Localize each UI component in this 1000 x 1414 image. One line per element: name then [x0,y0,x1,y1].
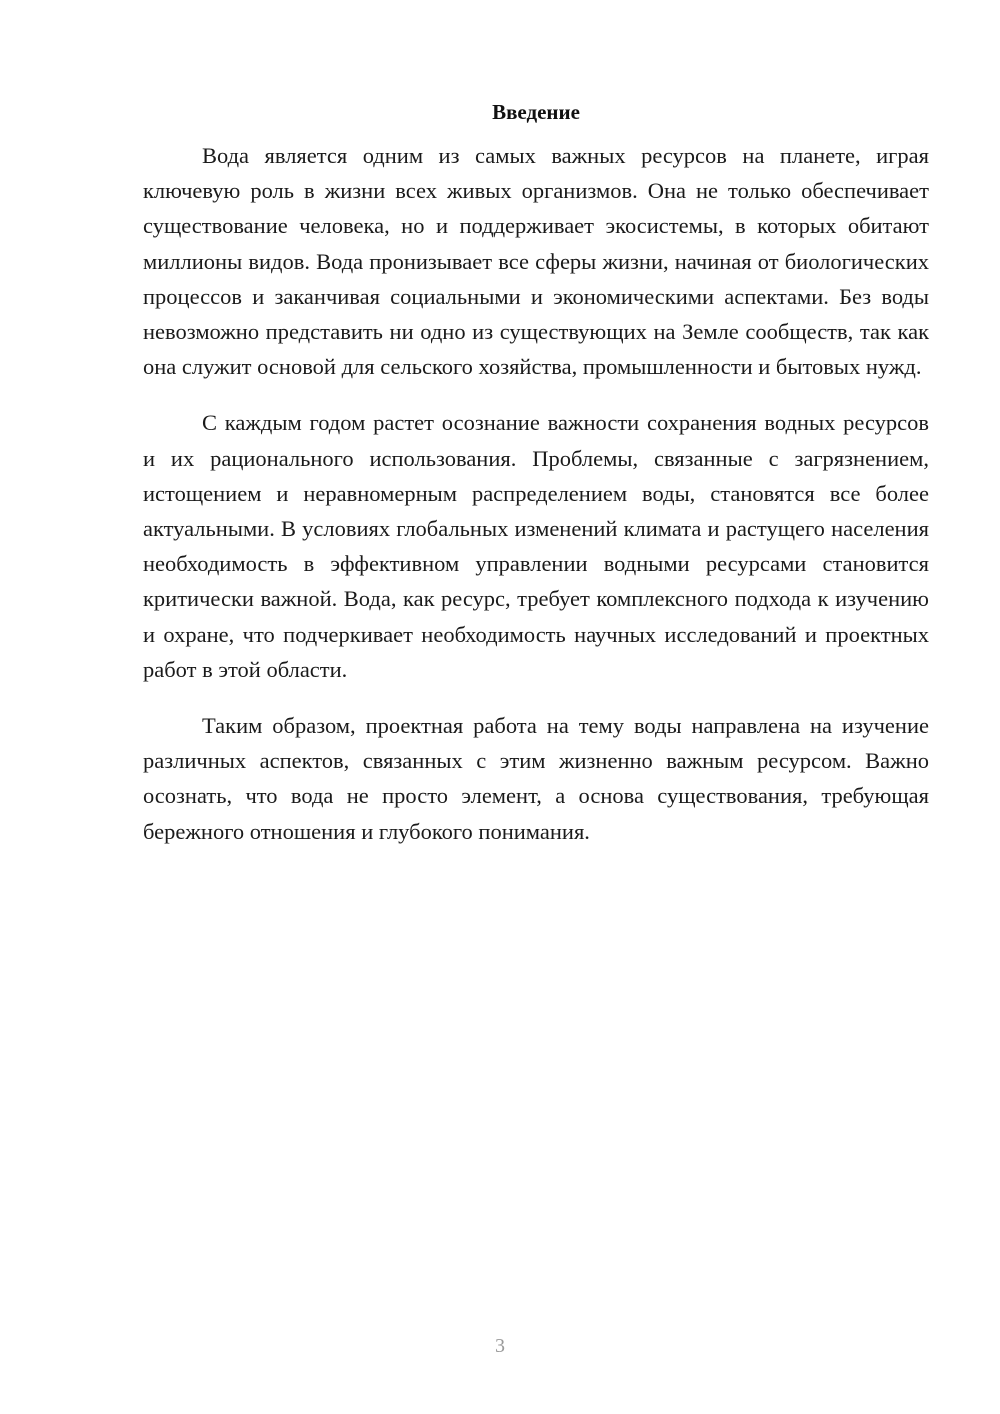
intro-paragraph-3: Таким образом, проектная работа на тему воды направлена на изучение различных аспектов, связанных с этим жизненно важным ресурсом. Важно осознать, что вода не просто элемент, а основа существования, требующая бережного отношения и глубокого понимания. [143,713,929,844]
page-content [143,98,929,870]
page-number: 3 [495,1335,505,1357]
section-heading: Введение [492,100,580,124]
intro-paragraph-2: С каждым годом растет осознание важности сохранения водных ресурсов и их рационального использования. Проблемы, связанные с загрязнением, истощением и неравномерным распределением воды, становятся все более актуальными. В условиях глобальных изменений климата и растущего населения необходимость в эффективном управлении водными ресурсами становится критически важной. Вода, как ресурс, требует комплексного подхода к изучению и охране, что подчеркивает необходимость научных исследований и проектных работ в этой области. [143,410,929,682]
intro-paragraph-1: Вода является одним из самых важных ресурсов на планете, играя ключевую роль в жизни всех живых организмов. Она не только обеспечивает существование человека, но и поддерживает экосистемы, в которых обитают миллионы видов. Вода пронизывает все сферы жизни, начиная от биологических процессов и заканчивая социальными и экономическими аспектами. Без воды невозможно представить ни одно из существующих на Земле сообществ, так как она служит основой для сельского хозяйства, промышленности и бытовых нужд. [143,143,929,380]
